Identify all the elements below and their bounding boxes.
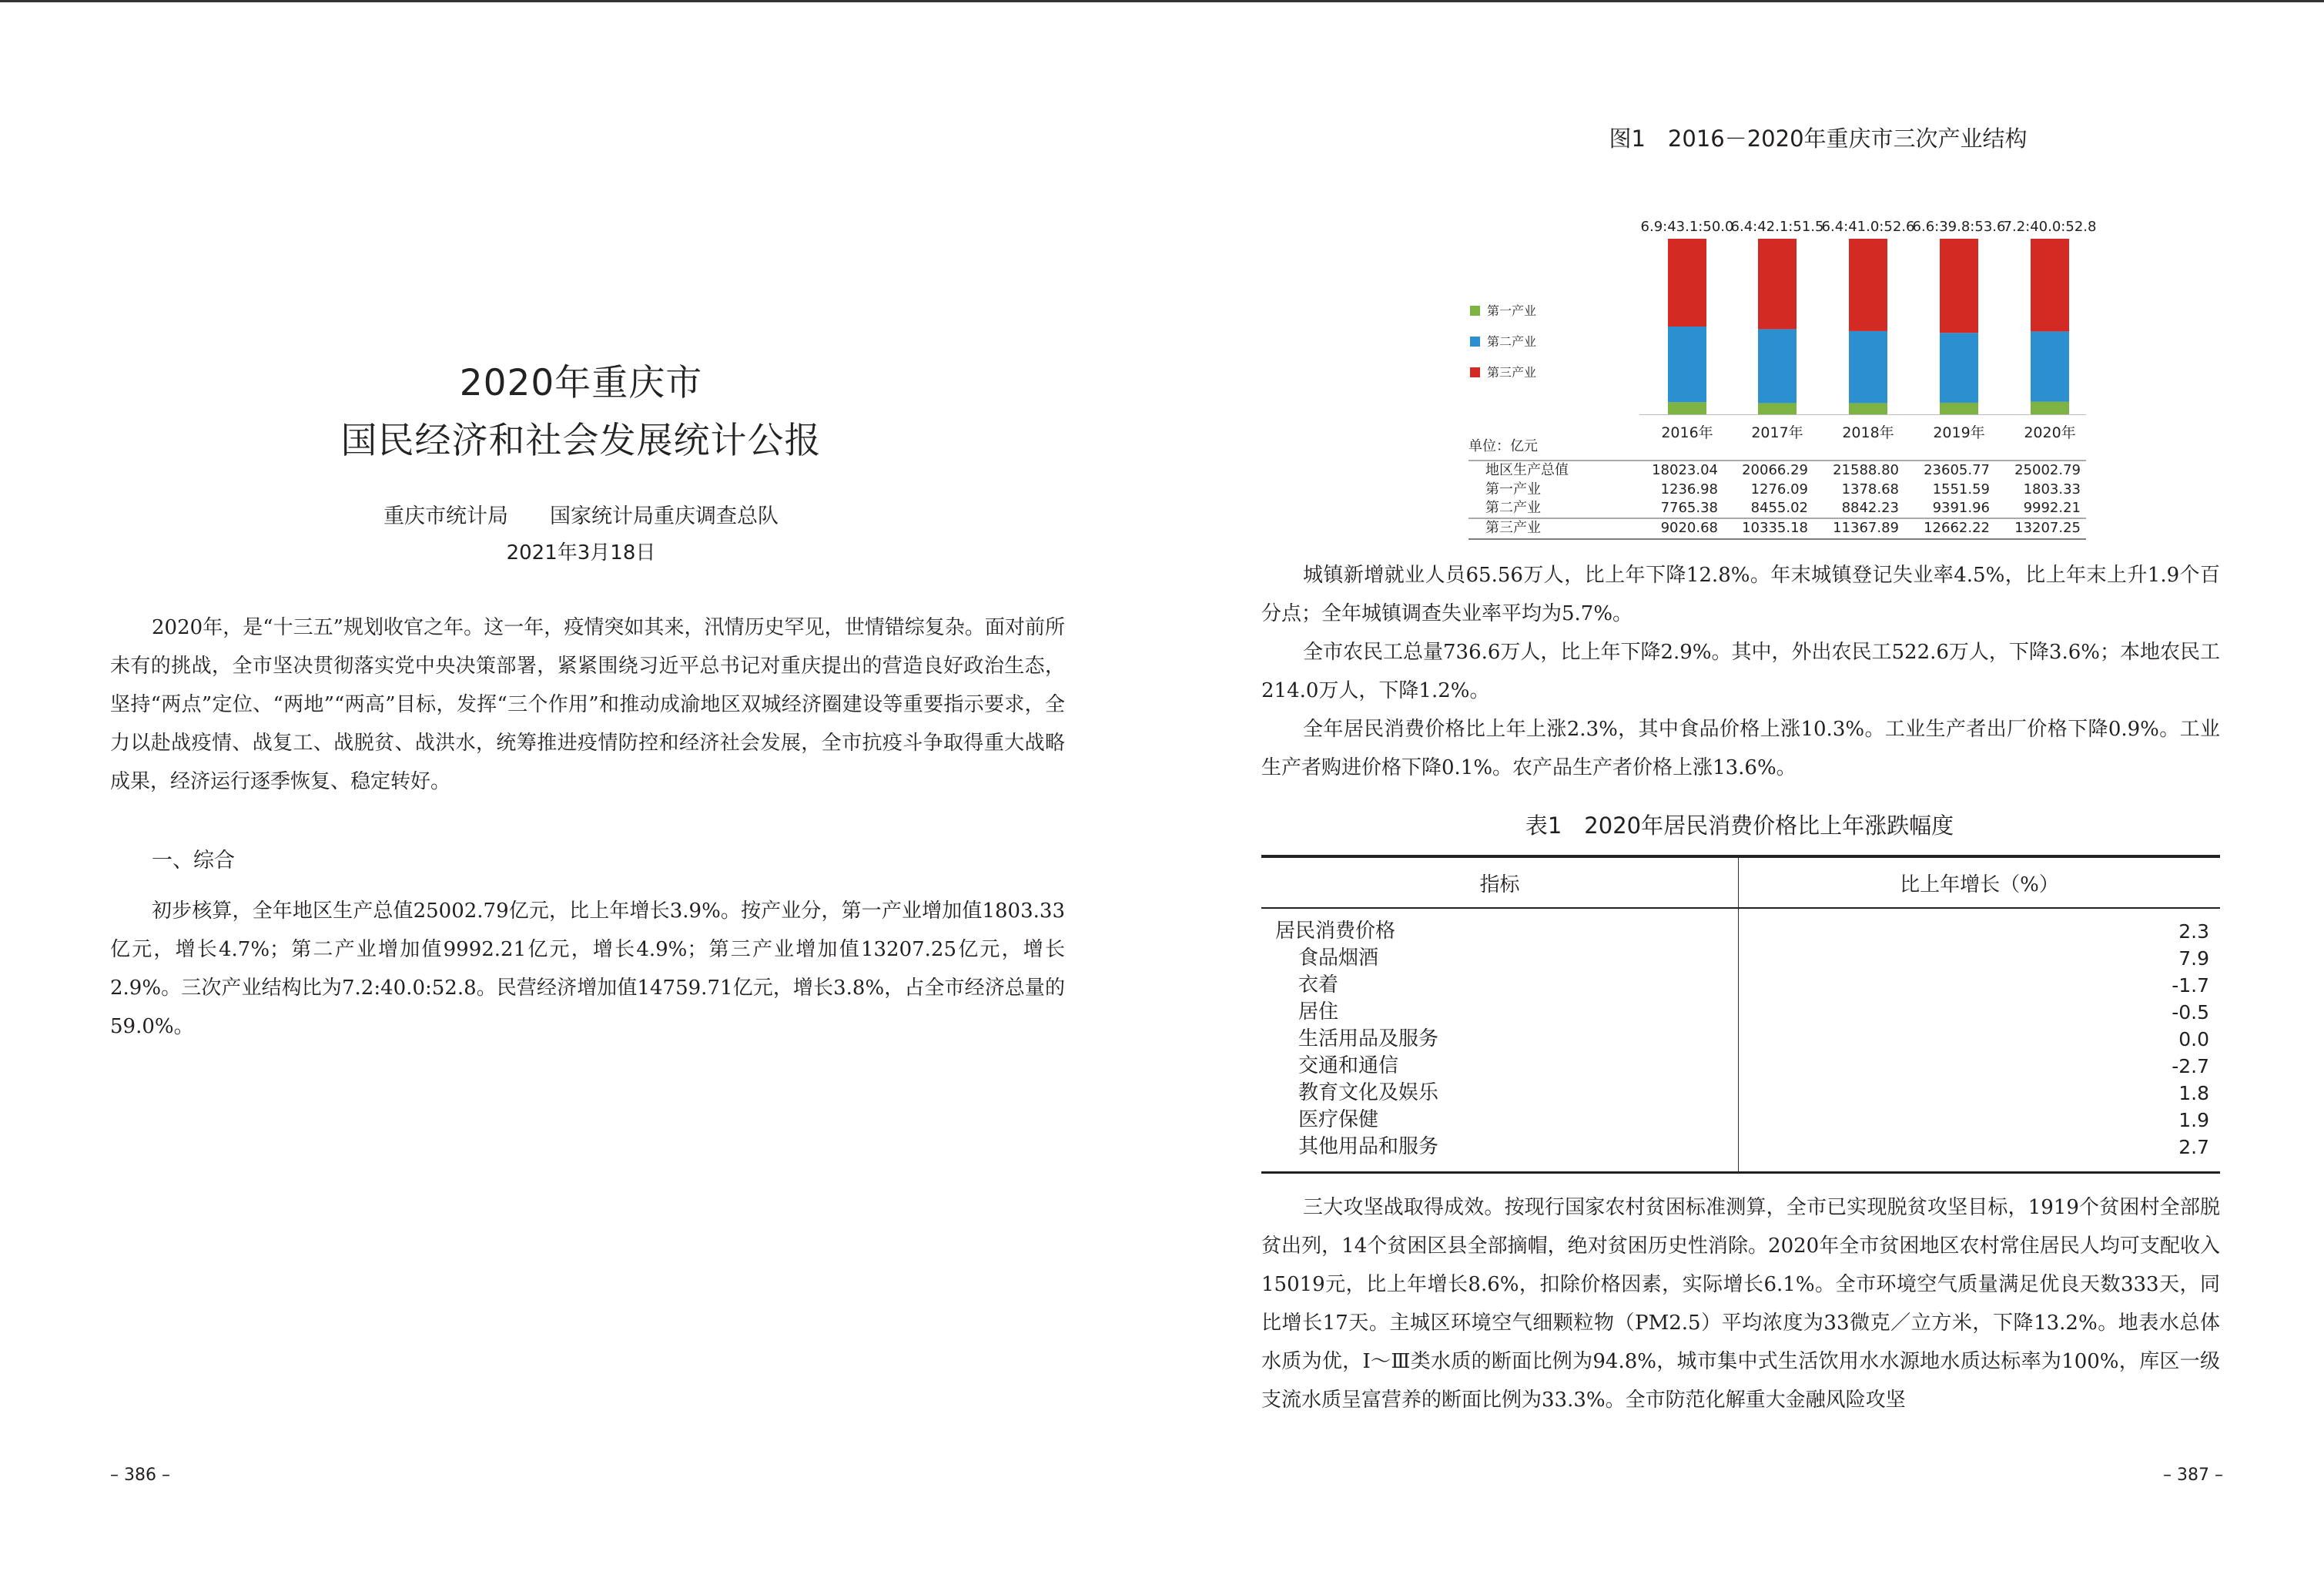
row-value: 7.9 [2178,947,2209,970]
bar-3-3 [1849,239,1887,331]
row-name: 生活用品及服务 [1298,1027,1439,1050]
figure-title: 图1 2016－2020年重庆市三次产业结构 [1609,126,2028,152]
bar-2-2 [1758,329,1797,403]
table-cell: 1551.59 [1932,481,1990,498]
bar-label: 6.6:39.8:53.6 [1912,219,2006,235]
legend-swatch [1470,337,1480,347]
row-value: 2.7 [2178,1136,2209,1158]
section-heading-overview: 一、综合 [152,849,235,873]
intro-text: 2020年，是“十三五”规划收官之年。这一年，疫情突如其来，汛情历史罕见，世情错综复杂。面对前所未有的挑战，全市坚决贯彻落实党中央决策部署，紧紧围绕习近平总书记对重庆提出的营造良好政治生态，坚持“两点”定位、“两地”“两高”目标，发挥“三个作用”和推动成渝地区双城经济圈建设等重要指示要求，全力以赴战疫情、战复工、战脱贫、战洪水，统筹推进疫情防控和经济社会发展，全市抗疫斗争取得重大战略成果，经济运行逐季恢复、稳定转好。 [110,616,1065,793]
table-row [1261,999,2220,1026]
right-paragraphs [1261,556,2220,787]
table-cell: 18023.04 [1652,462,1718,478]
author-line: 重庆市统计局 国家统计局重庆调查总队 [383,504,779,528]
table-row-label: 第三产业 [1485,520,1541,536]
table-row [1261,972,2220,999]
legend-swatch [1470,306,1480,316]
header-indicator: 指标 [1261,858,1739,907]
table-cell: 9391.96 [1932,500,1990,516]
bar-2-1 [1668,327,1706,402]
table-row-label: 第二产业 [1485,500,1541,516]
row-value: -1.7 [2172,974,2209,997]
cpi-table [1261,855,2220,1174]
row-value: 1.8 [2178,1082,2209,1104]
report-title-line1: 2020年重庆市 [459,362,703,404]
row-name: 食品烟酒 [1298,946,1379,970]
x-tick-label: 2017年 [1751,424,1803,441]
table-title: 表1 2020年居民消费价格比上年涨跌幅度 [1525,812,1954,839]
table-cell: 1236.98 [1660,481,1718,498]
bar-1-5 [2031,402,2069,414]
row-value: -2.7 [2172,1055,2209,1077]
bar-3-1 [1668,239,1706,327]
row-name: 教育文化及娱乐 [1298,1081,1439,1104]
row-name: 衣着 [1298,973,1339,997]
row-value: -0.5 [2172,1001,2209,1023]
prices-paragraph: 全年居民消费价格比上年上涨2.3%，其中食品价格上涨10.3%。工业生产者出厂价格下降0.9%。工业生产者购进价格下降0.1%。农产品生产者价格上涨13.6%。 [1261,718,2220,779]
bar-2-3 [1849,331,1887,403]
row-value: 2.3 [2178,920,2209,943]
table-row-label: 地区生产总值 [1485,462,1569,478]
table-cell: 7765.38 [1660,500,1718,516]
legend-label: 第三产业 [1487,365,1537,380]
legend-swatch [1470,367,1480,377]
row-value: 1.9 [2178,1109,2209,1131]
table-cell: 10335.18 [1742,520,1808,536]
table-cell: 23605.77 [1924,462,1990,478]
report-title-line2: 国民经济和社会发展统计公报 [340,420,822,462]
row-name: 交通和通信 [1298,1054,1399,1077]
table-cell: 25002.79 [2014,462,2081,478]
overview-text: 初步核算，全年地区生产总值25002.79亿元，比上年增长3.9%。按产业分，第一产业增加值1803.33亿元，增长4.7%；第二产业增加值9992.21亿元，增长4.9%；第三产业增加值13207.25亿元，增长2.9%。三次产业结构比为7.2:40.0:52.8。民营经济增加值14759.71亿元，增长3.8%，占全市经济总量的59.0%。 [110,900,1065,1038]
bar-label: 6.4:42.1:51.5 [1730,219,1824,235]
table-cell: 8842.23 [1841,500,1899,516]
table-cell: 1803.33 [2023,481,2081,498]
row-name: 居住 [1298,1000,1339,1023]
table-header [1261,855,2220,909]
unit-label: 单位：亿元 [1468,438,1538,454]
intro-paragraph [110,608,1065,801]
page-number-right: – 387 – [2163,1466,2223,1485]
x-tick-label: 2019年 [1933,424,1985,441]
publish-date: 2021年3月18日 [506,541,656,565]
legend-label: 第一产业 [1487,303,1537,318]
migrant-workers-paragraph: 全市农民工总量736.6万人，比上年下降2.9%。其中，外出农民工522.6万人，下降3.6%；本地农民工214.0万人，下降1.2%。 [1261,641,2220,702]
poverty-text: 三大攻坚战取得成效。按现行国家农村贫困标准测算，全市已实现脱贫攻坚目标，1919个贫困村全部脱贫出列，14个贫困区县全部摘帽，绝对贫困历史性消除。2020年全市贫困地区农村常住居民人均可支配收入15019元，比上年增长8.6%，扣除价格因素，实际增长6.1%。全市环境空气质量满足优良天数333天，同比增长17天。主城区环境空气细颗粒物（PM2.5）平均浓度为33微克／立方米，下降13.2%。地表水总体水质为优，Ⅰ～Ⅲ类水质的断面比例为94.8%，城市集中式生活饮用水水源地水质达标率为100%，库区一级支流水质呈富营养的断面比例为33.3%。全市防范化解重大金融风险攻坚 [1261,1196,2220,1412]
bar-1-1 [1668,402,1706,414]
table-cell: 9992.21 [2023,500,2081,516]
x-tick-label: 2020年 [2024,424,2076,441]
x-tick-label: 2018年 [1842,424,1894,441]
bar-label: 7.2:40.0:52.8 [2003,219,2097,235]
table-body [1261,909,2220,1174]
table-row [1261,1053,2220,1080]
bar-2-5 [2031,331,2069,401]
bar-3-4 [1940,239,1978,333]
employment-paragraph: 城镇新增就业人员65.56万人，比上年下降12.8%。年末城镇登记失业率4.5%，比上年末上升1.9个百分点；全年城镇调查失业率平均为5.7%。 [1261,564,2220,625]
bar-1-4 [1940,403,1978,414]
table-cell: 1378.68 [1841,481,1899,498]
table-cell: 1276.09 [1750,481,1808,498]
table-cell: 12662.22 [1924,520,1990,536]
row-name: 其他用品和服务 [1298,1135,1439,1158]
x-tick-label: 2016年 [1661,424,1713,441]
table-row [1261,1080,2220,1107]
page-number-left: – 386 – [110,1466,170,1485]
table-row-label: 第一产业 [1485,481,1541,498]
right-page [1162,0,2324,1588]
bar-3-5 [2031,239,2069,331]
bar-label: 6.4:41.0:52.6 [1821,219,1915,235]
header-growth: 比上年增长（%） [1900,873,2059,896]
poverty-paragraph [1261,1188,2220,1419]
row-name: 居民消费价格 [1275,920,1396,943]
legend-label: 第二产业 [1487,334,1537,349]
table-row [1261,945,2220,972]
table-cell: 8455.02 [1750,500,1808,516]
overview-paragraph [110,892,1065,1046]
bar-1-2 [1758,403,1797,414]
bar-3-2 [1758,239,1797,329]
table-cell: 11367.89 [1833,520,1899,536]
table-row [1261,1026,2220,1053]
industry-structure-chart [1455,154,2097,543]
table-row [1261,1107,2220,1134]
bar-1-3 [1849,403,1887,414]
table-cell: 13207.25 [2014,520,2081,536]
table-row [1261,918,2220,945]
bar-label: 6.9:43.1:50.0 [1640,219,1734,235]
table-row [1261,1134,2220,1161]
table-cell: 9020.68 [1660,520,1718,536]
row-name: 医疗保健 [1298,1108,1379,1131]
table-cell: 21588.80 [1833,462,1899,478]
table-cell: 20066.29 [1742,462,1808,478]
row-value: 0.0 [2178,1028,2209,1050]
bar-2-4 [1940,333,1978,403]
